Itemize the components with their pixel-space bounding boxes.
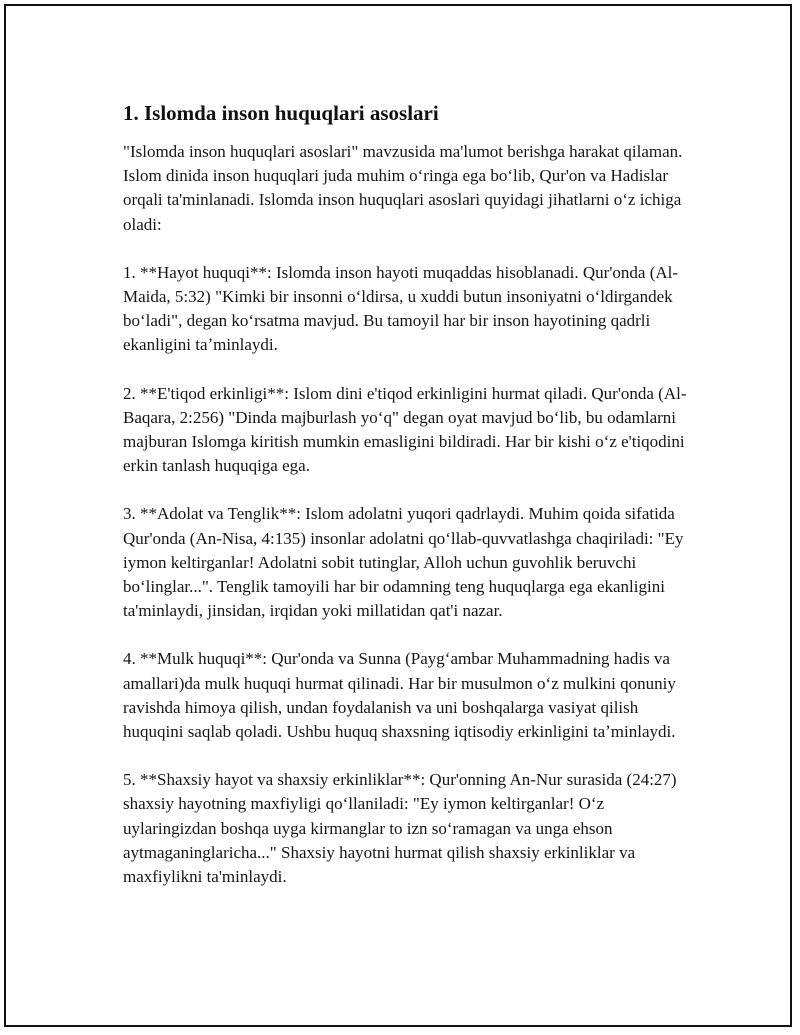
page-frame bbox=[4, 4, 792, 1027]
list-item-adolat-va-tenglik: 3. **Adolat va Tenglik**: Islom adolatni yuqori qadrlaydi. Muhim qoida sifatida Qur'onda (An-Nisa, 4:135) insonlar adolatni qoʻllab-quvvatlashga chaqiriladi: "Ey iymon keltirganlar! Adolatni sobit tutinglar, Alloh uchun guvohlik beruvchi boʻlinglar...". Tenglik tamoyili har bir odamning teng huquqlarga ega ekanligini ta'minlaydi, jinsidan, irqidan yoki millatidan qat'i nazar. bbox=[123, 504, 684, 621]
list-item-etiqod-erkinligi: 2. **E'tiqod erkinligi**: Islom dini e'tiqod erkinligini hurmat qiladi. Qur'onda (Al-Baqara, 2:256) "Dinda majburlash yoʻq" degan oyat mavjud boʻlib, bu odamlarni majburan Islomga kiritish mumkin emasligini bildiradi. Har bir kishi oʻz e'tiqodini erkin tanlash huquqiga ega. bbox=[123, 383, 687, 476]
document-title: 1. Islomda inson huquqlari asoslari bbox=[123, 101, 439, 125]
list-item-hayot-huquqi: 1. **Hayot huquqi**: Islomda inson hayoti muqaddas hisoblanadi. Qur'onda (Al-Maida, 5:32) "Kimki bir insonni oʻldirsa, u xuddi butun insoniyatni oʻldirgandek boʻladi", degan koʻrsatma mavjud. Bu tamoyil har bir inson hayotining qadrli ekanligini taʼminlaydi. bbox=[123, 262, 679, 355]
list-item-mulk-huquqi: 4. **Mulk huquqi**: Qur'onda va Sunna (Paygʻambar Muhammadning hadis va amallari)da mulk huquqi hurmat qilinadi. Har bir musulmon oʻz mulkini qonuniy ravishda himoya qilish, undan foydalanish va uni boshqalarga vasiyat qilish huquqini saqlab qoladi. Ushbu huquq shaxsning iqtisodiy erkinligini taʼminlaydi. bbox=[123, 649, 676, 742]
list-item-shaxsiy-hayot: 5. **Shaxsiy hayot va shaxsiy erkinliklar**: Qur'onning An-Nur surasida (24:27) shaxsiy hayotning maxfiyligi qoʻllaniladi: "Ey iymon keltirganlar! Oʻz uylaringizdan boshqa uyga kirmanglar to izn soʻramagan va unga ehson aytmaganinglaricha..." Shaxsiy hayotni hurmat qilish shaxsiy erkinliklar va maxfiylikni ta'minlaydi. bbox=[123, 770, 677, 887]
document-body bbox=[123, 99, 693, 889]
intro-paragraph: "Islomda inson huquqlari asoslari" mavzusida ma'lumot berishga harakat qilaman. Islom dinida inson huquqlari juda muhim oʻringa ega boʻlib, Qur'on va Hadislar orqali ta'minlanadi. Islomda inson huquqlari asoslari quyidagi jihatlarni oʻz ichiga oladi: bbox=[123, 142, 683, 234]
